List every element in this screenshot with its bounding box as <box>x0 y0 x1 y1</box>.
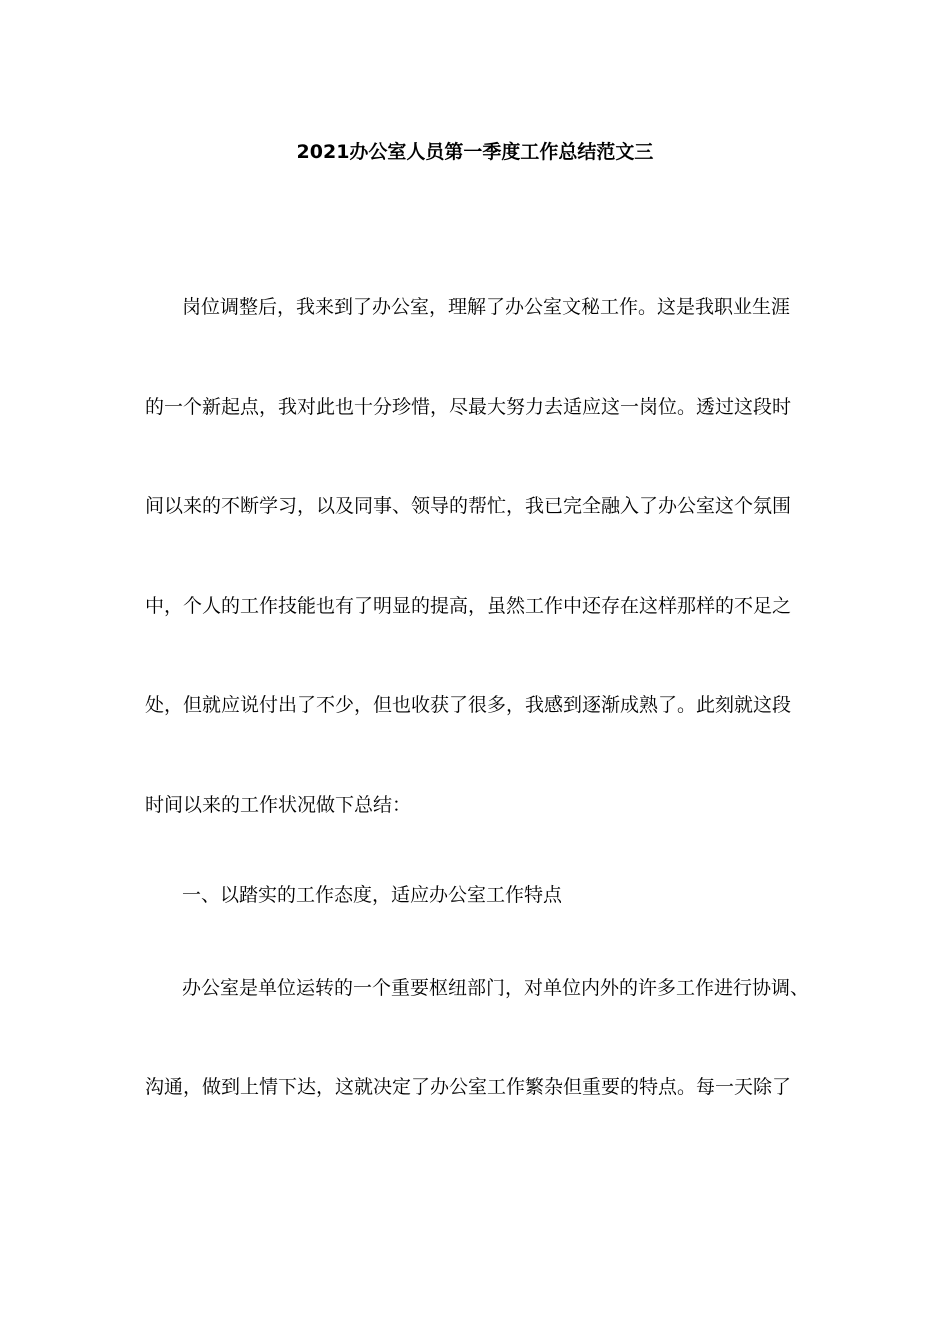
paragraph-line: 处，但就应说付出了不少，但也收获了很多，我感到逐渐成熟了。此刻就这段 <box>145 694 792 716</box>
paragraph-line: 间以来的不断学习，以及同事、领导的帮忙，我已完全融入了办公室这个氛围 <box>145 495 792 517</box>
paragraph-line: 办公室是单位运转的一个重要枢纽部门，对单位内外的许多工作进行协调、 <box>182 977 810 999</box>
paragraph-line: 岗位调整后，我来到了办公室，理解了办公室文秘工作。这是我职业生涯 <box>182 296 791 318</box>
paragraph-line: 沟通，做到上情下达，这就决定了办公室工作繁杂但重要的特点。每一天除了 <box>145 1076 792 1098</box>
paragraph-line: 中，个人的工作技能也有了明显的提高，虽然工作中还存在这样那样的不足之 <box>145 595 792 617</box>
document-title: 2021办公室人员第一季度工作总结范文三 <box>296 141 654 163</box>
paragraph-line: 时间以来的工作状况做下总结： <box>145 794 412 816</box>
paragraph-line: 的一个新起点，我对此也十分珍惜，尽最大努力去适应这一岗位。透过这段时 <box>145 396 792 418</box>
section-heading: 一、以踏实的工作态度，适应办公室工作特点 <box>182 884 563 906</box>
